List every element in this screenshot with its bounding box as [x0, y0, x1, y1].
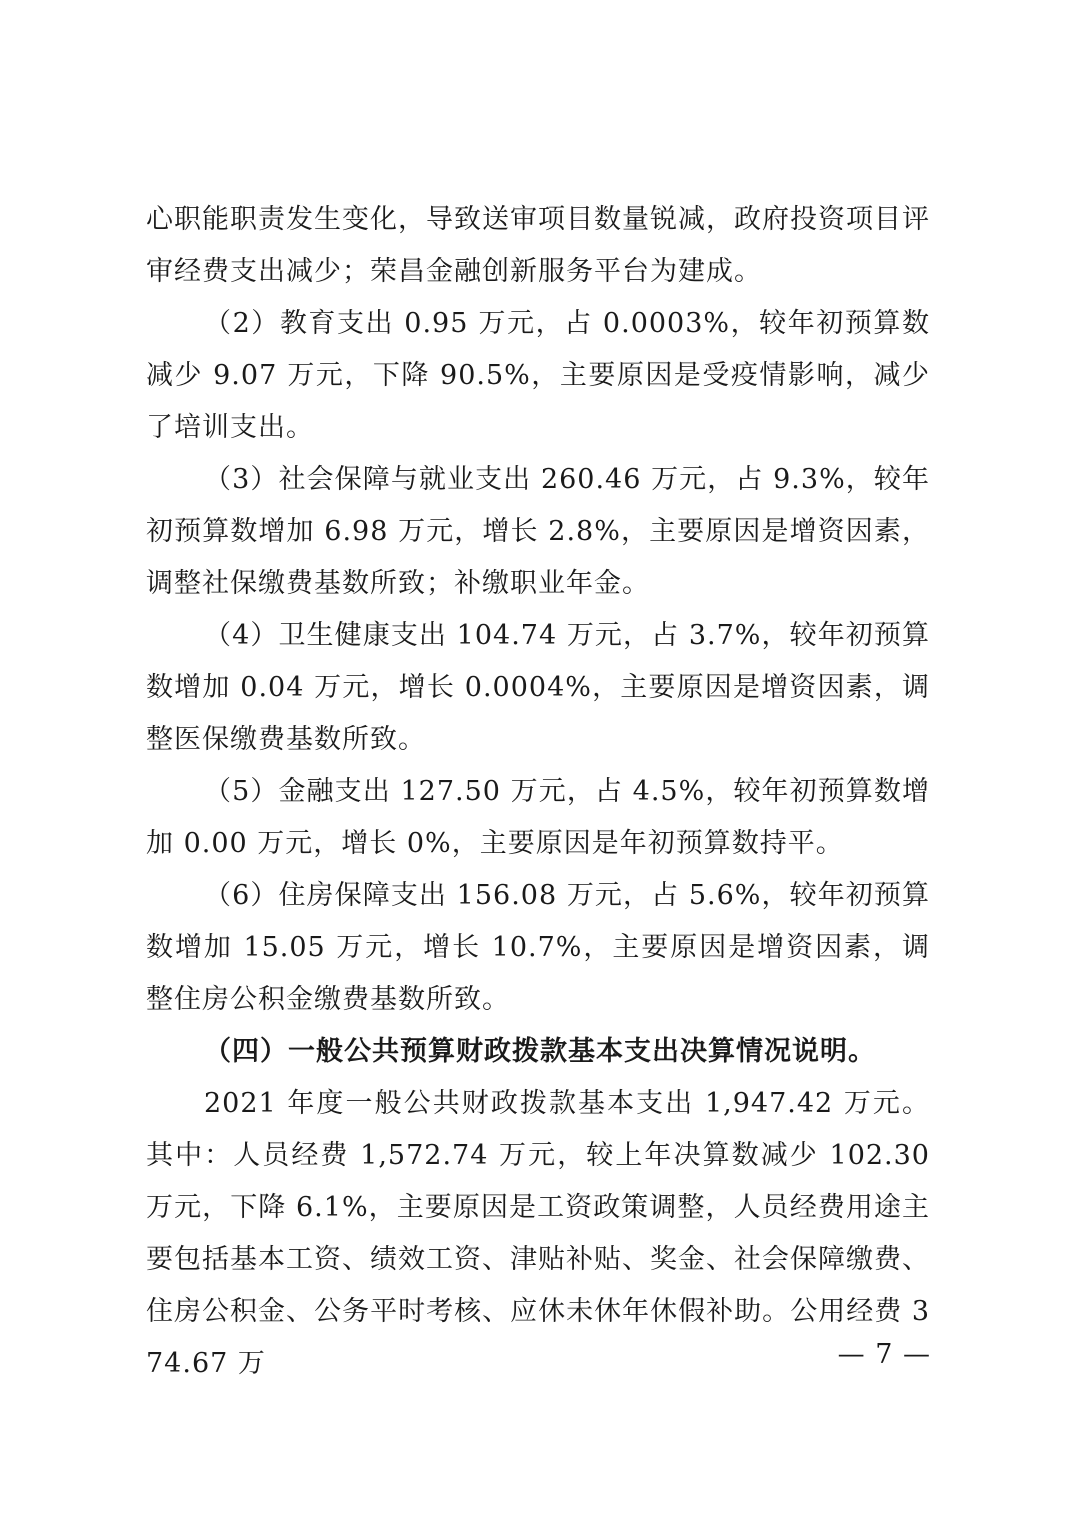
paragraph-continuation: 心职能职责发生变化，导致送审项目数量锐减，政府投资项目评审经费支出减少；荣昌金融创新服务平台为建成。	[146, 204, 930, 287]
paragraph-social-security-expenditure: （3）社会保障与就业支出 260.46 万元，占 9.3%，较年初预算数增加 6.98 万元，增长 2.8%，主要原因是增资因素，调整社保缴费基数所致；补缴职业年金。	[146, 464, 930, 599]
page-number: — 7 —	[837, 1339, 931, 1370]
paragraph-health-expenditure: （4）卫生健康支出 104.74 万元，占 3.7%，较年初预算数增加 0.04 万元，增长 0.0004%，主要原因是增资因素，调整医保缴费基数所致。	[146, 620, 930, 755]
paragraph-basic-expenditure: 2021 年度一般公共财政拨款基本支出 1,947.42 万元。其中：人员经费 1,572.74 万元，较上年决算数减少 102.30 万元，下降 6.1%，主要原因是工资政策调整，人员经费用途主要包括基本工资、绩效工资、津贴补贴、奖金、社会保障缴费、住房公积金、公务平时考核、应休未休年休假补助。公用经费 374.67 万	[146, 1088, 930, 1379]
paragraph-education-expenditure: （2）教育支出 0.95 万元，占 0.0003%，较年初预算数减少 9.07 万元，下降 90.5%，主要原因是受疫情影响，减少了培训支出。	[146, 308, 930, 443]
paragraph-finance-expenditure: （5）金融支出 127.50 万元，占 4.5%，较年初预算数增加 0.00 万元，增长 0%，主要原因是年初预算数持平。	[146, 776, 930, 859]
section-heading-basic-expenditure: （四）一般公共预算财政拨款基本支出决算情况说明。	[204, 1036, 876, 1067]
paragraph-housing-expenditure: （6）住房保障支出 156.08 万元，占 5.6%，较年初预算数增加 15.05 万元，增长 10.7%，主要原因是增资因素，调整住房公积金缴费基数所致。	[146, 880, 930, 1015]
body-text	[146, 194, 930, 1390]
